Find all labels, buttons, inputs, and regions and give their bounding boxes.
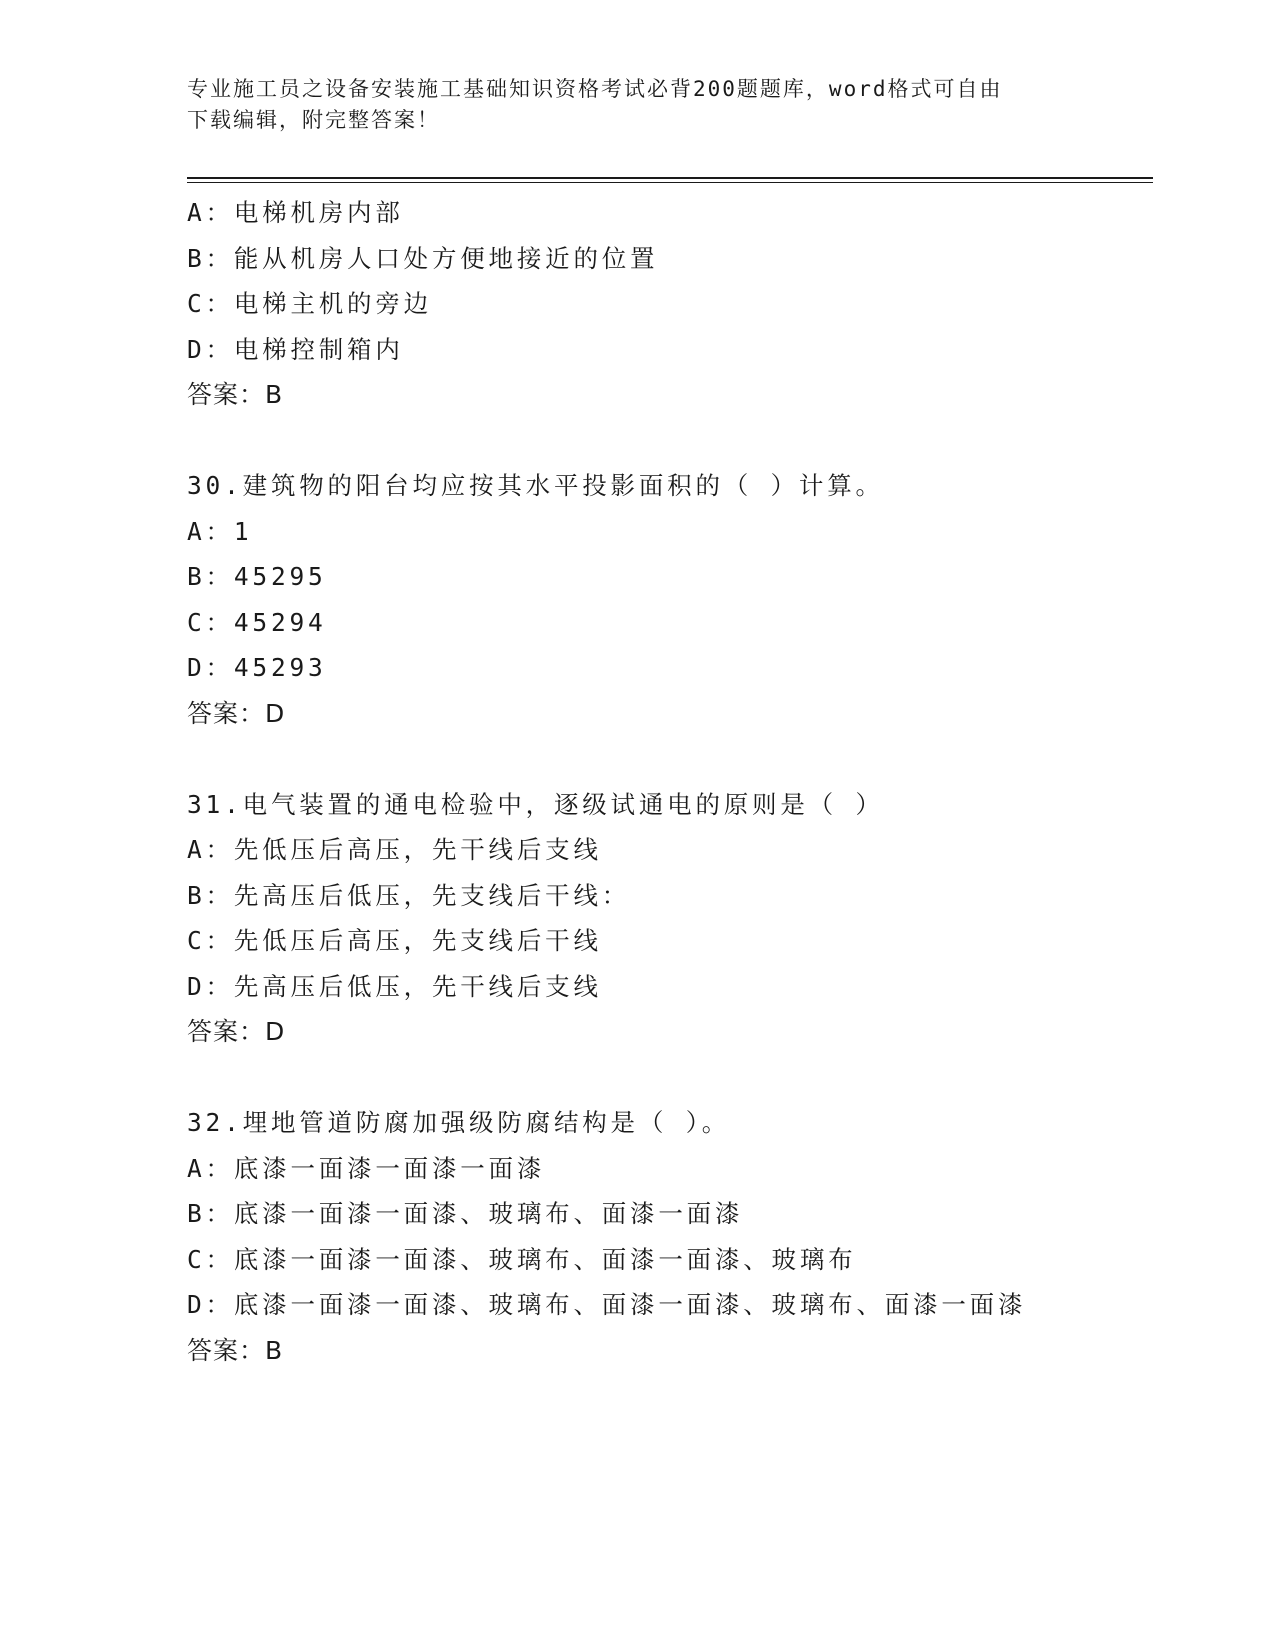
option-c: C：电梯主机的旁边 — [187, 289, 432, 318]
option-a: A：电梯机房内部 — [187, 198, 404, 227]
option-c: C：底漆一面漆一面漆、玻璃布、面漆一面漆、玻璃布 — [187, 1244, 857, 1274]
option-b: B：先高压后低压，先支线后干线： — [187, 880, 631, 910]
option-c: C：45294 — [187, 607, 327, 637]
answer-line: 答案：B — [187, 380, 284, 409]
question-stem: 30.建筑物的阳台均应按其水平投影面积的（ ）计算。 — [187, 471, 884, 500]
option-d: D：电梯控制箱内 — [187, 334, 404, 364]
question-stem: 31.电气装置的通电检验中，逐级试通电的原则是（ ） — [187, 789, 884, 819]
option-a: A：1 — [187, 516, 253, 546]
answer-line: 答案：D — [187, 1017, 286, 1046]
question-spacer — [187, 736, 1153, 782]
option-a: A：先低压后高压，先干线后支线 — [187, 835, 602, 864]
header-divider-thick — [187, 177, 1153, 179]
question-block-prev — [187, 190, 1153, 418]
option-b: B：底漆一面漆一面漆、玻璃布、面漆一面漆 — [187, 1199, 744, 1228]
question-block-31 — [187, 782, 1153, 1055]
answer-line: 答案：B — [187, 1335, 284, 1365]
option-d: D：45293 — [187, 653, 327, 682]
header-line-1: 专业施工员之设备安装施工基础知识资格考试必背200题题库，word格式可自由 — [187, 77, 1003, 101]
option-c: C：先低压后高压，先支线后干线 — [187, 926, 602, 955]
question-list — [187, 190, 1153, 1373]
question-spacer — [187, 1055, 1153, 1101]
question-stem: 32.埋地管道防腐加强级防腐结构是（ ）。 — [187, 1108, 731, 1137]
question-block-32 — [187, 1100, 1153, 1373]
option-b: B：45295 — [187, 562, 327, 591]
header-divider-thin — [187, 182, 1153, 183]
question-spacer — [187, 418, 1153, 464]
question-block-30 — [187, 463, 1153, 736]
option-d: D：先高压后低压，先干线后支线 — [187, 971, 602, 1001]
answer-line: 答案：D — [187, 698, 286, 728]
header-line-2: 下载编辑，附完整答案！ — [187, 108, 440, 132]
option-a: A：底漆一面漆一面漆一面漆 — [187, 1153, 546, 1183]
option-d: D：底漆一面漆一面漆、玻璃布、面漆一面漆、玻璃布、面漆一面漆 — [187, 1290, 1027, 1319]
option-b: B：能从机房人口处方便地接近的位置 — [187, 243, 659, 273]
document-header — [187, 74, 1087, 136]
